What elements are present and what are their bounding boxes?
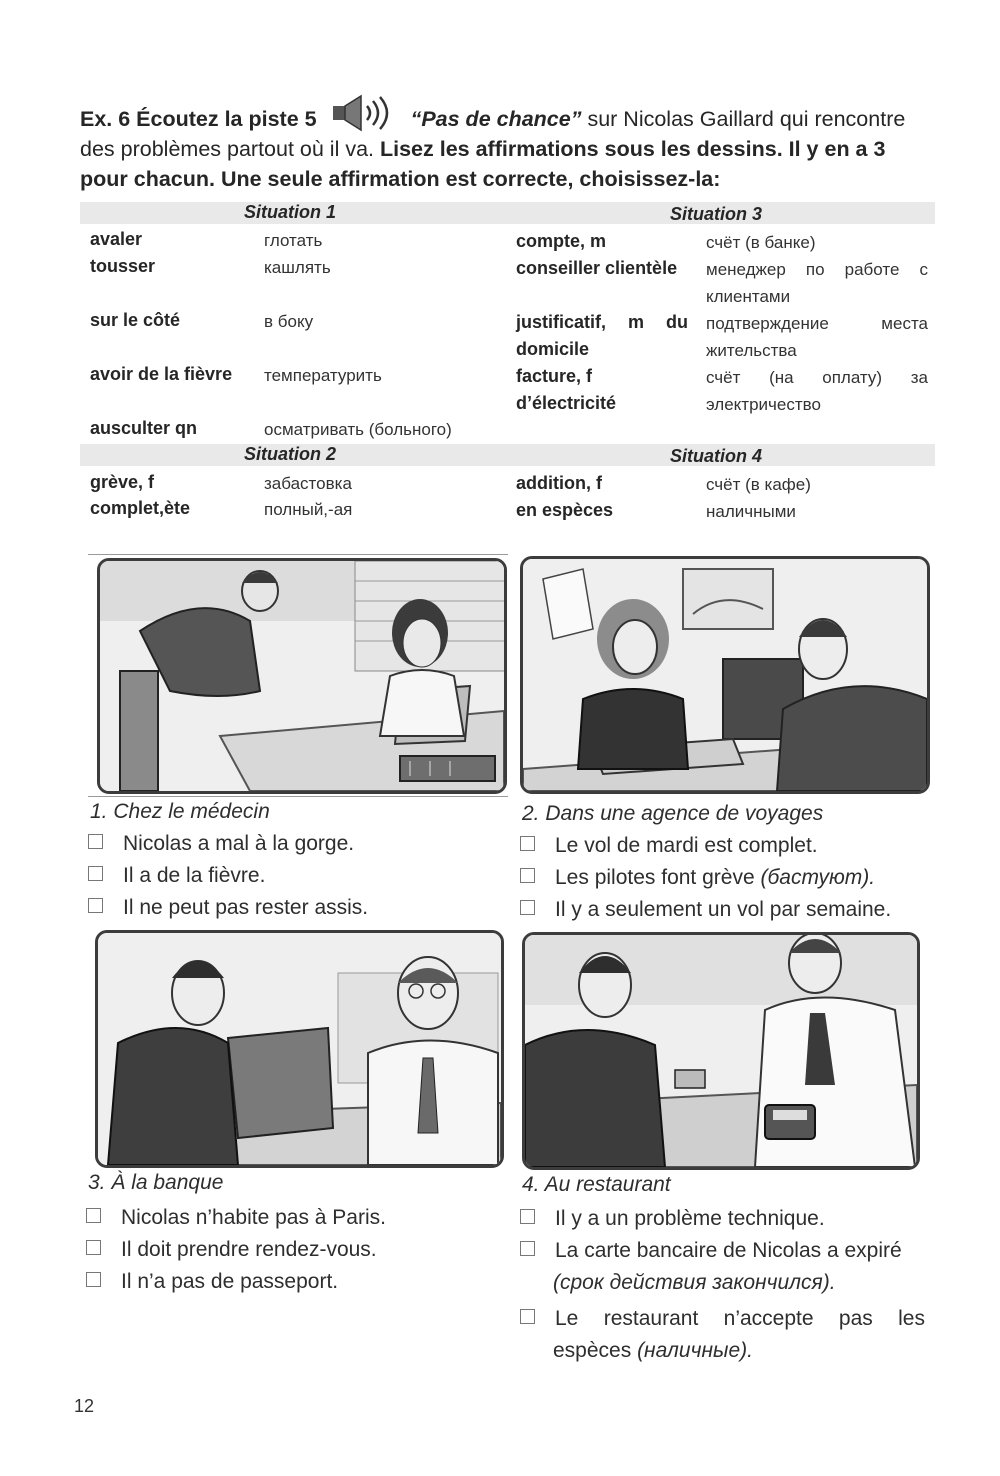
option-text: Les pilotes font grève xyxy=(555,866,755,889)
options-list xyxy=(88,828,368,924)
exercise-label: Ex. 6 Écoutez la piste 5 xyxy=(80,107,317,131)
option-text: Le restaurant n’accepte pas les espèces xyxy=(553,1307,925,1362)
vocab-translation: температурить xyxy=(264,366,382,385)
option-text: Il doit prendre rendez-vous. xyxy=(121,1238,377,1261)
instruction-text: des problèmes partout où il va. xyxy=(80,137,374,161)
situation-heading: Situation 3 xyxy=(670,204,763,224)
vocab-term: avoir de la fièvre xyxy=(90,364,233,384)
option-text: La carte bancaire de Nicolas a expiré xyxy=(555,1239,902,1262)
vocab-term: en espèces xyxy=(516,500,614,520)
situation-heading: Situation 2 xyxy=(244,444,337,464)
option-text: Il y a seulement un vol par semaine. xyxy=(555,898,892,921)
situation-heading: Situation 4 xyxy=(670,446,763,466)
vocab-term: grève, f xyxy=(90,472,155,492)
speaker-icon[interactable] xyxy=(327,92,401,132)
option-item[interactable] xyxy=(520,830,891,862)
checkbox[interactable] xyxy=(520,1241,535,1256)
instruction-bold: pour chacun. Une seule affirmation est correcte, choisissez-la: xyxy=(80,167,721,191)
option-item[interactable] xyxy=(86,1266,386,1298)
divider xyxy=(88,554,508,555)
checkbox[interactable] xyxy=(88,898,103,913)
option-text: Il ne peut pas rester assis. xyxy=(123,896,369,919)
panel-title: 1. Chez le médecin xyxy=(90,800,270,823)
vocab-term: complet,ète xyxy=(90,498,191,518)
panel-title: 3. À la banque xyxy=(88,1171,224,1194)
vocab-term: facture, f d’électricité xyxy=(516,366,617,413)
option-item[interactable] xyxy=(520,1203,925,1235)
instruction-text: sur Nicolas Gaillard qui rencontre xyxy=(587,107,906,131)
illustration-restaurant xyxy=(522,932,920,1170)
checkbox[interactable] xyxy=(86,1240,101,1255)
vocab-term: avaler xyxy=(90,229,143,249)
option-text: Il a de la fièvre. xyxy=(123,864,266,887)
vocab-term: justificatif, m du domicile xyxy=(516,312,688,359)
checkbox[interactable] xyxy=(520,868,535,883)
vocab-header-band xyxy=(80,202,935,224)
vocab-term: compte, m xyxy=(516,231,607,251)
page-number: 12 xyxy=(74,1396,95,1416)
vocab-term: tousser xyxy=(90,256,156,276)
option-item[interactable] xyxy=(520,1235,925,1299)
vocab-translation: менеджер по работе с клиентами xyxy=(706,260,928,306)
checkbox[interactable] xyxy=(520,900,535,915)
checkbox[interactable] xyxy=(88,834,103,849)
vocab-translation: подтверждение места жительства xyxy=(706,314,928,360)
instruction-bold: Lisez les affirmations sous les dessins. Il y en a 3 xyxy=(379,137,886,161)
checkbox[interactable] xyxy=(86,1208,101,1223)
checkbox[interactable] xyxy=(88,866,103,881)
option-note: (срок действия закончился). xyxy=(553,1271,836,1294)
vocab-term: sur le côté xyxy=(90,310,181,330)
option-text: Nicolas n’habite pas à Paris. xyxy=(121,1206,386,1229)
vocab-translation: кашлять xyxy=(264,258,331,277)
vocab-translation: счёт (на оплату) за электричество xyxy=(706,368,928,414)
checkbox[interactable] xyxy=(520,1209,535,1224)
vocab-translation: забастовка xyxy=(264,474,352,493)
vocab-translation: глотать xyxy=(264,231,323,250)
option-item[interactable] xyxy=(520,1303,925,1367)
vocab-translation: в боку xyxy=(264,312,314,331)
vocab-translation: счёт (в кафе) xyxy=(706,475,811,494)
option-item[interactable] xyxy=(88,892,368,924)
checkbox[interactable] xyxy=(520,1309,535,1324)
situation-heading: Situation 1 xyxy=(244,202,337,222)
panel-title: 2. Dans une agence de voyages xyxy=(522,802,824,825)
vocab-term: ausculter qn xyxy=(90,418,198,438)
exercise-instruction xyxy=(80,92,940,194)
vocab-term: addition, f xyxy=(516,473,602,493)
checkbox[interactable] xyxy=(86,1272,101,1287)
illustration-bank xyxy=(95,930,504,1168)
option-note: (бастуют). xyxy=(760,866,876,889)
illustration-doctor xyxy=(97,558,507,794)
option-item[interactable] xyxy=(88,828,368,860)
option-item[interactable] xyxy=(86,1202,386,1234)
checkbox[interactable] xyxy=(520,836,535,851)
illustration-travel-agency xyxy=(520,556,930,794)
vocab-term: conseiller clientèle xyxy=(516,258,678,278)
vocab-translation: полный,-ая xyxy=(264,500,353,519)
vocab-header-band xyxy=(80,444,935,466)
option-item[interactable] xyxy=(88,860,368,892)
option-item[interactable] xyxy=(520,894,891,926)
option-text: Le vol de mardi est complet. xyxy=(555,834,818,857)
track-title: “Pas de chance” xyxy=(410,107,582,131)
option-text: Il n’a pas de passeport. xyxy=(121,1270,339,1293)
options-list xyxy=(86,1202,386,1298)
option-text: Il y a un problème technique. xyxy=(555,1207,825,1230)
options-list xyxy=(520,1203,925,1367)
option-item[interactable] xyxy=(520,862,891,894)
vocab-translation: счёт (в банке) xyxy=(706,233,816,252)
panel-title: 4. Au restaurant xyxy=(522,1173,671,1196)
option-item[interactable] xyxy=(86,1234,386,1266)
vocab-translation: осматривать (больного) xyxy=(264,420,452,439)
options-list xyxy=(520,830,891,926)
divider xyxy=(88,796,508,797)
option-note: (наличные). xyxy=(637,1339,753,1362)
vocab-translation: наличными xyxy=(706,502,796,521)
option-text: Nicolas a mal à la gorge. xyxy=(123,832,355,855)
